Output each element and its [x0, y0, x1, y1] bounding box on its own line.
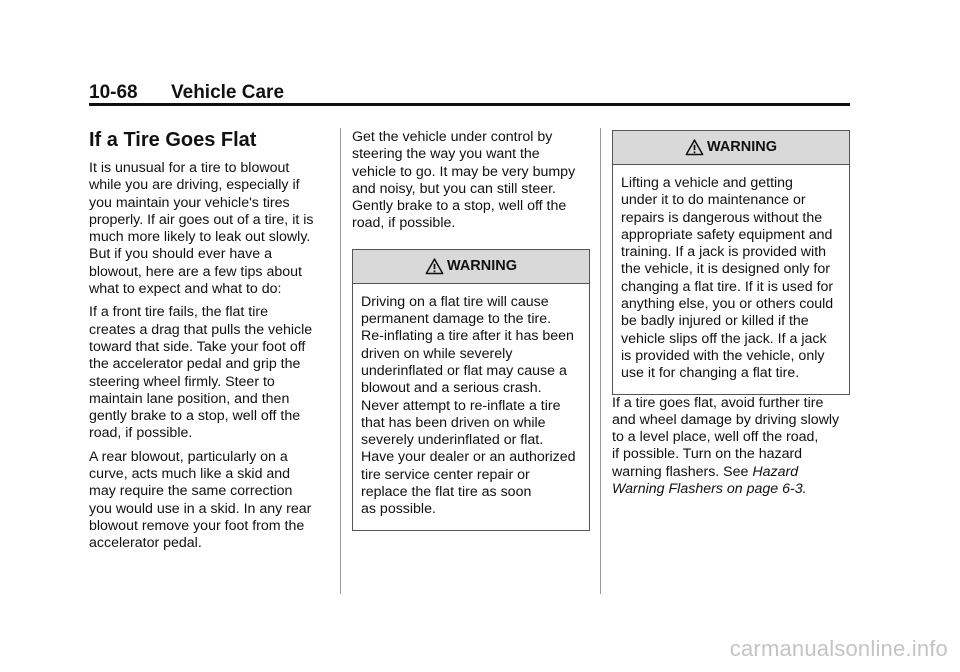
- text-line: properly. If air goes out of a tire, it is: [89, 211, 314, 228]
- text-line: to a level place, well off the road,: [612, 429, 819, 446]
- warning-header: [353, 250, 589, 284]
- text-line: Re-inflating a tire after it has been: [361, 328, 574, 345]
- text-line: anything else, you or others could: [621, 296, 834, 313]
- page-number: 10-68: [89, 82, 138, 103]
- text-line: Driving on a flat tire will cause: [361, 293, 549, 310]
- paragraph: [89, 449, 329, 553]
- text-line: If a front tire fails, the flat tire: [89, 304, 268, 321]
- cross-reference-link[interactable]: Warning Flashers on page 6-3.: [612, 481, 807, 498]
- text-line: may require the same correction: [89, 483, 293, 500]
- section-title: Vehicle Care: [171, 82, 285, 103]
- text-line: that has been driven on while: [361, 414, 546, 431]
- text-line: Lifting a vehicle and getting: [621, 175, 793, 191]
- column-divider: [340, 128, 341, 594]
- warning-box: [612, 130, 850, 395]
- text-line: steering the way you want the: [352, 146, 540, 163]
- text-line: be badly injured or killed if the: [621, 313, 809, 330]
- text-line: But if you should ever have a: [89, 246, 272, 263]
- text-line: blowout and a serious crash.: [361, 380, 542, 397]
- text-line: changing a flat tire. If it is used for: [621, 278, 834, 295]
- column-2: [352, 129, 592, 531]
- text-line: [612, 464, 852, 481]
- warning-triangle-icon: [425, 257, 444, 276]
- warning-title: WARNING: [706, 138, 778, 155]
- text-line: It is unusual for a tire to blowout: [89, 160, 290, 176]
- text-line: Have your dealer or an authorized: [361, 449, 576, 466]
- warning-header: [613, 131, 849, 165]
- text-line: you maintain your vehicle's tires: [89, 194, 290, 211]
- text-line: A rear blowout, particularly on a: [89, 448, 288, 465]
- warning-triangle-icon: [685, 138, 704, 157]
- text-line: severely underinflated or flat.: [361, 432, 544, 449]
- text-line: road, if possible.: [352, 215, 456, 232]
- warning-text: [353, 284, 589, 530]
- text-line: vehicle slips off the jack. If a jack: [621, 330, 827, 347]
- warning-text: [613, 165, 849, 394]
- text-line: maintain lane position, and then: [89, 390, 290, 407]
- text-line: driven on while severely: [361, 345, 513, 362]
- text-line: repairs is dangerous without the: [621, 209, 823, 226]
- text-line: replace the flat tire as soon: [361, 484, 532, 501]
- text-line: as possible.: [361, 501, 436, 518]
- text-line: accelerator pedal.: [89, 535, 202, 552]
- column-3: [612, 128, 852, 504]
- text-line: Never attempt to re-inflate a tire: [361, 397, 561, 414]
- text-line: creates a drag that pulls the vehicle: [89, 321, 313, 338]
- text-line: blowout, here are a few tips about: [89, 263, 302, 280]
- column-divider: [600, 128, 601, 594]
- text-line: the vehicle, it is designed only for: [621, 261, 830, 278]
- watermark: carmanualsonline.info: [729, 636, 948, 661]
- text-line: is provided with the vehicle, only: [621, 347, 825, 364]
- paragraph: [89, 304, 329, 442]
- header-rule: [89, 103, 850, 106]
- paragraph: [89, 160, 329, 298]
- text-line: Get the vehicle under control by: [352, 129, 553, 145]
- cross-reference-link[interactable]: Hazard: [752, 463, 799, 480]
- text-line: what to expect and what to do:: [89, 281, 282, 298]
- warning-title: WARNING: [446, 257, 518, 274]
- text-fragment: warning flashers. See: [612, 463, 753, 480]
- text-line: If a tire goes flat, avoid further tire: [612, 394, 824, 411]
- text-line: Gently brake to a stop, well off the: [352, 198, 567, 215]
- text-line: blowout remove your foot from the: [89, 517, 305, 534]
- text-line: toward that side. Take your foot off: [89, 338, 306, 355]
- text-line: and wheel damage by driving slowly: [612, 411, 840, 428]
- text-line: road, if possible.: [89, 425, 193, 442]
- text-line: tire service center repair or: [361, 466, 530, 483]
- text-line: gently brake to a stop, well off the: [89, 408, 301, 425]
- text-line: curve, acts much like a skid and: [89, 466, 291, 483]
- warning-box: [352, 249, 590, 531]
- section-heading: If a Tire Goes Flat: [89, 129, 257, 151]
- text-line: you would use in a skid. In any rear: [89, 500, 312, 517]
- text-line: under it to do maintenance or: [621, 192, 806, 209]
- text-line: appropriate safety equipment and: [621, 226, 833, 243]
- text-line: use it for changing a flat tire.: [621, 365, 800, 382]
- text-line: if possible. Turn on the hazard: [612, 446, 803, 463]
- text-line: much more likely to leak out slowly.: [89, 229, 311, 246]
- text-line: underinflated or flat may cause a: [361, 362, 567, 379]
- text-line: vehicle to go. It may be very bumpy: [352, 163, 576, 180]
- text-line: permanent damage to the tire.: [361, 311, 552, 328]
- text-line: steering wheel firmly. Steer to: [89, 373, 275, 390]
- text-line: the accelerator pedal and grip the: [89, 356, 301, 373]
- column-1: [89, 128, 329, 559]
- text-line: while you are driving, especially if: [89, 177, 300, 194]
- paragraph: [612, 395, 852, 499]
- paragraph: [352, 129, 592, 233]
- text-line: training. If a jack is provided with: [621, 244, 827, 261]
- text-line: and noisy, but you can still steer.: [352, 180, 556, 197]
